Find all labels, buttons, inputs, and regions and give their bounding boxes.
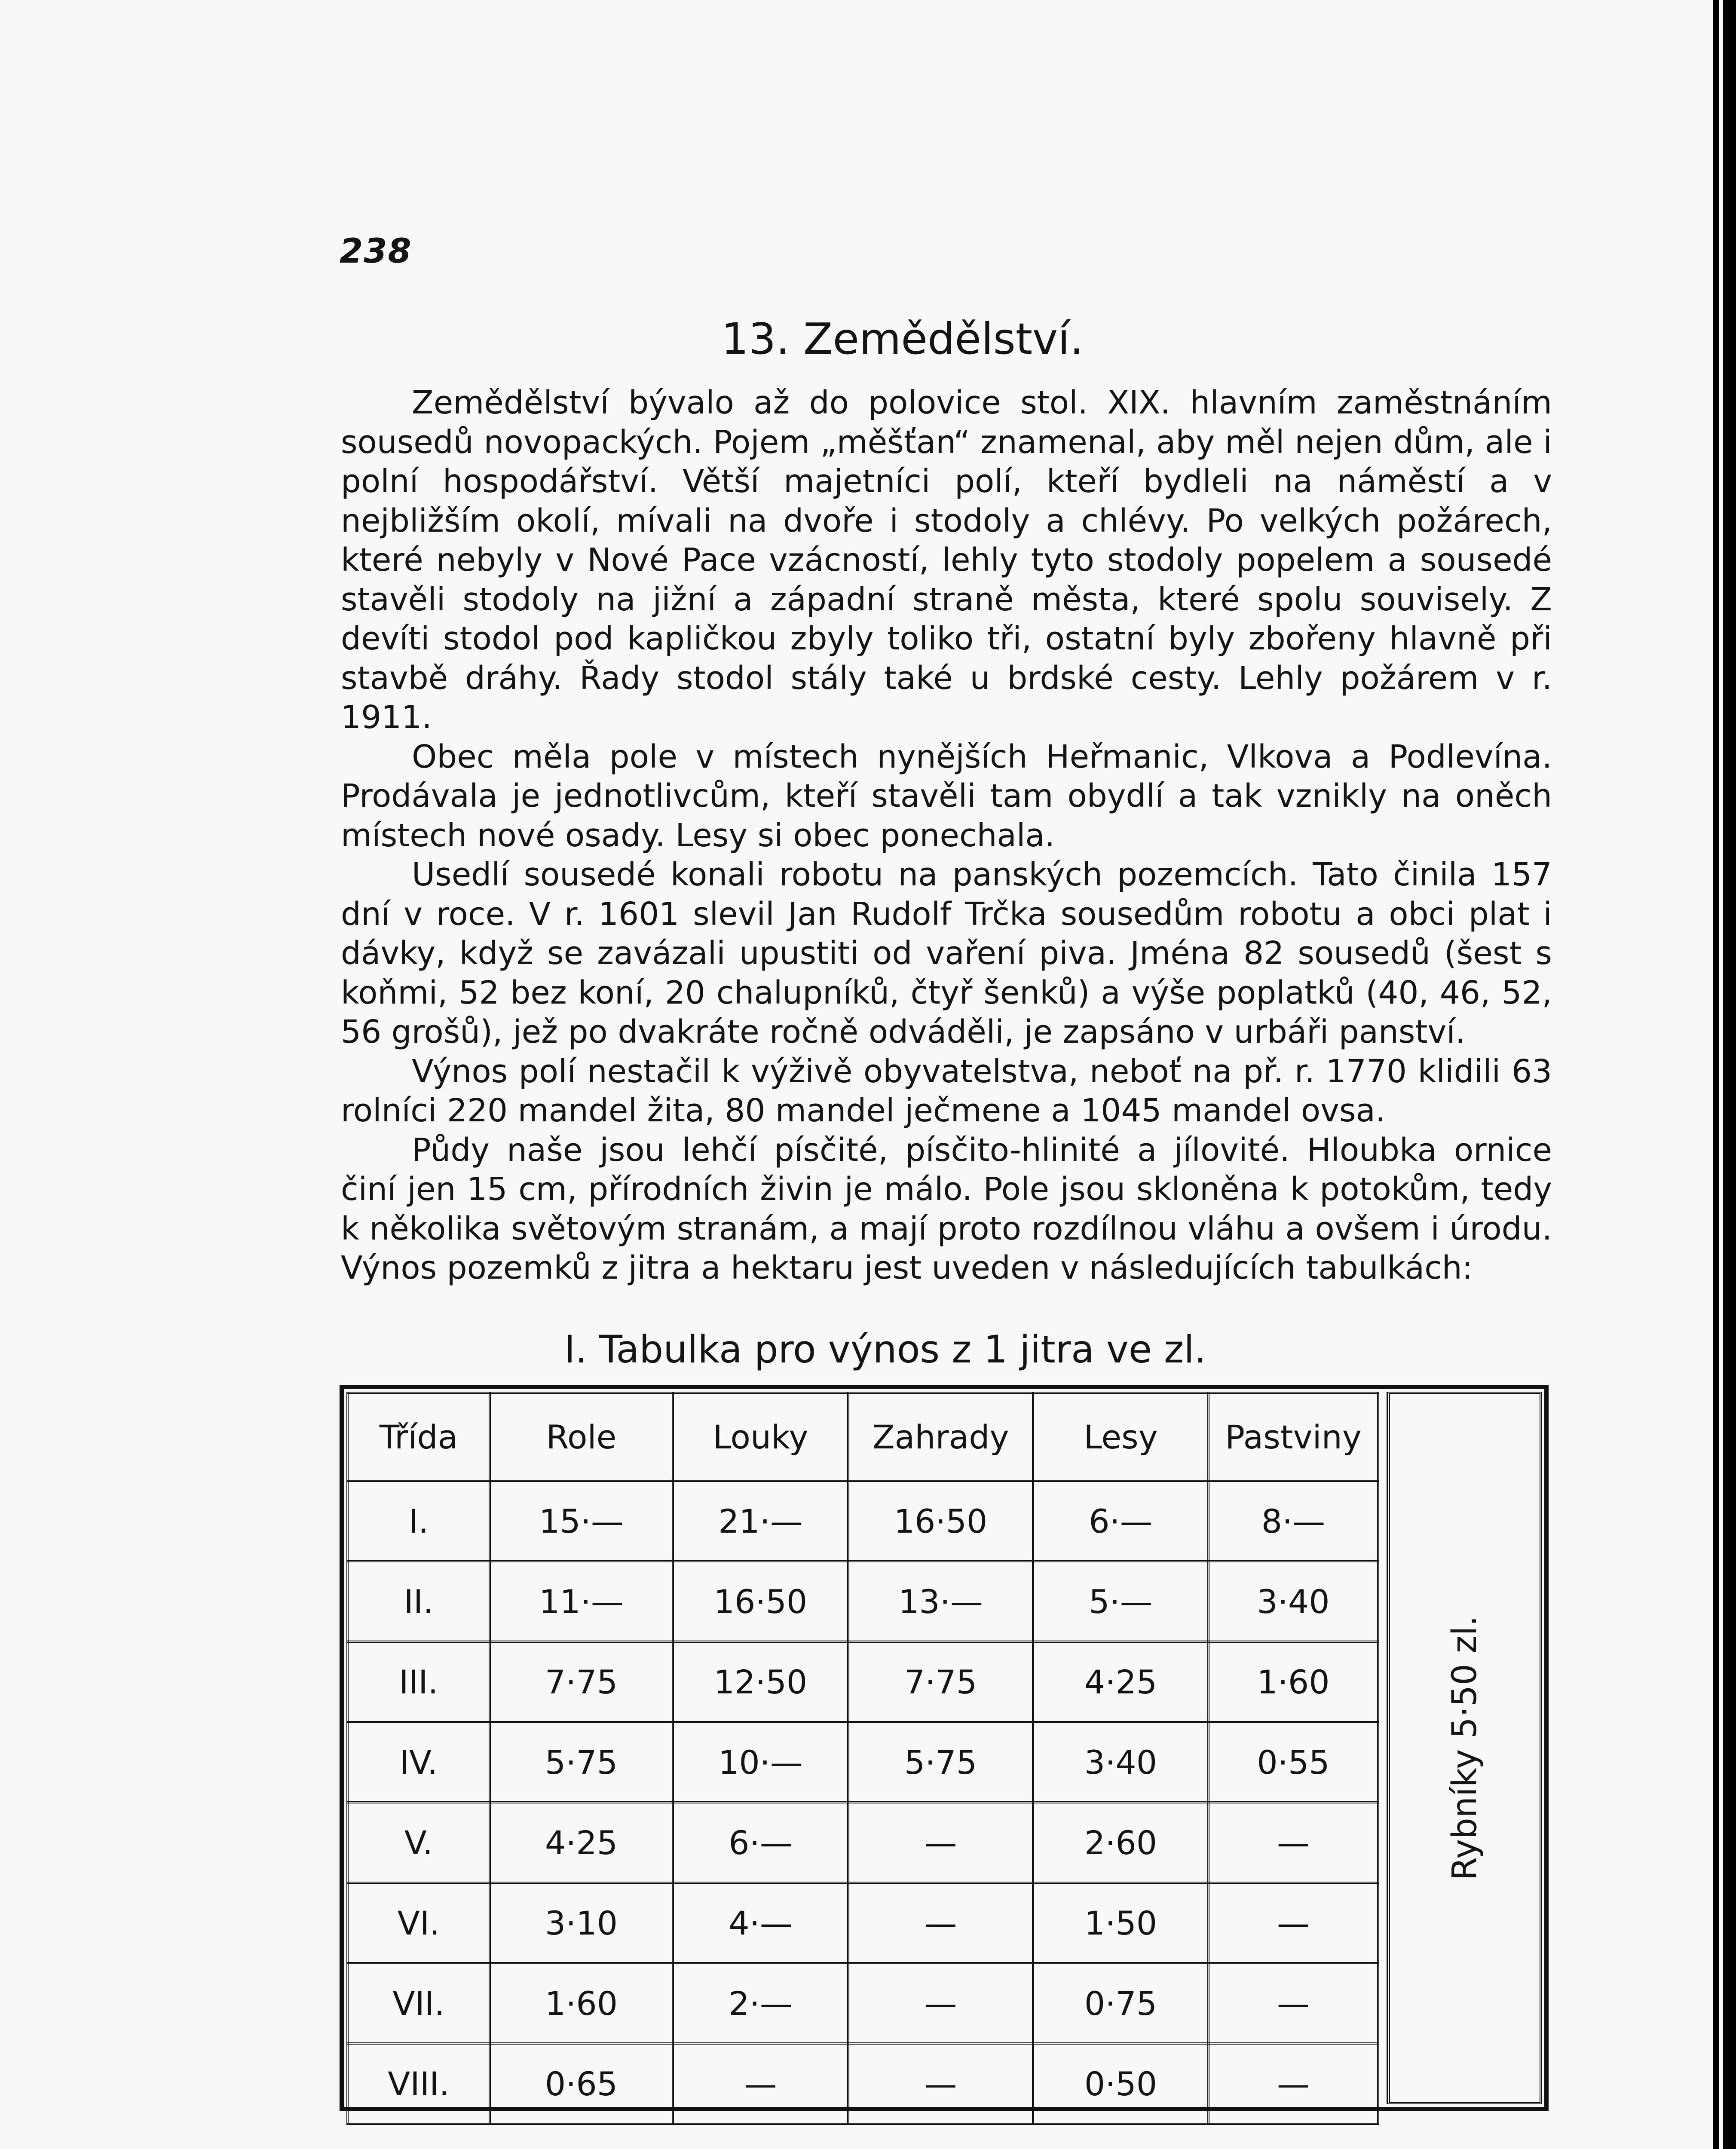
yield-table bbox=[346, 1392, 1379, 2125]
table-cell: 1·60 bbox=[1209, 1642, 1378, 1722]
text-body bbox=[341, 383, 1552, 1288]
table-cell: 13·— bbox=[848, 1561, 1033, 1642]
table-row bbox=[348, 2044, 1378, 2124]
header-cell: Louky bbox=[673, 1393, 848, 1481]
table-cell: 5·75 bbox=[490, 1722, 673, 1803]
table-cell: 3·10 bbox=[490, 1883, 673, 1963]
table-cell: — bbox=[848, 2044, 1033, 2124]
table-cell: 2·60 bbox=[1033, 1803, 1209, 1883]
table-cell: — bbox=[1209, 1883, 1378, 1963]
table-cell: 0·65 bbox=[490, 2044, 673, 2124]
table-cell: 8·— bbox=[1209, 1481, 1378, 1561]
table-cell: 0·50 bbox=[1033, 2044, 1209, 2124]
side-note: Rybníky 5·50 zl. bbox=[1445, 1616, 1484, 1880]
table-row bbox=[348, 1803, 1378, 1883]
table-cell: 0·55 bbox=[1209, 1722, 1378, 1803]
table-cell: — bbox=[848, 1803, 1033, 1883]
chapter-title: 13. Zemědělství. bbox=[721, 314, 1084, 364]
table-cell: II. bbox=[348, 1561, 490, 1642]
table-cell: 16·50 bbox=[848, 1481, 1033, 1561]
table-cell: 3·40 bbox=[1033, 1722, 1209, 1803]
table-row bbox=[348, 1722, 1378, 1803]
table-row bbox=[348, 1963, 1378, 2044]
table-cell: 7·75 bbox=[848, 1642, 1033, 1722]
table-header-row bbox=[348, 1393, 1378, 1481]
paragraph: Obec měla pole v místech nynějších Heřmanic, Vlkova a Podlevína. Prodávala je jednotlivcům, kteří stavěli tam obydlí a tak vznikly na oněch místech nové osady. Lesy si obec ponechala. bbox=[341, 738, 1552, 854]
table-cell: V. bbox=[348, 1803, 490, 1883]
page-number: 238 bbox=[340, 232, 412, 271]
table-cell: 0·75 bbox=[1033, 1963, 1209, 2044]
table-row bbox=[348, 1481, 1378, 1561]
paragraph: Výnos polí nestačil k výživě obyvatelstva, neboť na př. r. 1770 klidili 63 rolníci 220 mandel žita, 80 mandel ječmene a 1045 mandel ovsa. bbox=[341, 1053, 1552, 1129]
paragraph: Zemědělství bývalo až do polovice stol. XIX. hlavním zaměstnáním sousedů novopackých. Pojem „měšťan“ znamenal, aby měl nejen dům, ale i polní hospodářství. Větší majetníci polí, kteří bydleli na náměstí a v nejbližším okolí, mívali na dvoře i stodoly a chlévy. Po velkých požárech, které nebyly v Nové Pace vzácností, lehly tyto stodoly popelem a sousedé stavěli stodoly na jižní a západní straně města, které spolu souvisely. Z devíti stodol pod kapličkou zbyly toliko tři, ostatní byly zbořeny hlavně při stavbě dráhy. Řady stodol stály také u brdské cesty. Lehly požárem v r. 1911. bbox=[341, 384, 1552, 736]
table-cell: VII. bbox=[348, 1963, 490, 2044]
side-note-cell bbox=[1387, 1392, 1542, 2104]
table-cell: 21·— bbox=[673, 1481, 848, 1561]
table-cell: — bbox=[848, 1883, 1033, 1963]
table-cell: 4·— bbox=[673, 1883, 848, 1963]
table-cell: 6·— bbox=[1033, 1481, 1209, 1561]
table-cell: — bbox=[1209, 1963, 1378, 2044]
table-cell: 1·60 bbox=[490, 1963, 673, 2044]
table-caption: I. Tabulka pro výnos z 1 jitra ve zl. bbox=[564, 1327, 1206, 1371]
table-cell: VIII. bbox=[348, 2044, 490, 2124]
table-cell: — bbox=[673, 2044, 848, 2124]
table-cell: 3·40 bbox=[1209, 1561, 1378, 1642]
table-cell: 15·— bbox=[490, 1481, 673, 1561]
table-cell: III. bbox=[348, 1642, 490, 1722]
table-cell: — bbox=[1209, 1803, 1378, 1883]
table-cell: 7·75 bbox=[490, 1642, 673, 1722]
table-cell: 5·75 bbox=[848, 1722, 1033, 1803]
table-cell: — bbox=[848, 1963, 1033, 2044]
header-cell: Role bbox=[490, 1393, 673, 1481]
header-cell: Lesy bbox=[1033, 1393, 1209, 1481]
paragraph: Půdy naše jsou lehčí písčité, písčito-hlinité a jílovité. Hloubka ornice činí jen 15 cm, přírodních živin je málo. Pole jsou skloněna k potokům, tedy k několika světovým stranám, a mají proto rozdílnou vláhu a ovšem i úrodu. Výnos pozemků z jitra a hektaru jest uveden v následujících tabulkách: bbox=[341, 1131, 1552, 1286]
table-row bbox=[348, 1642, 1378, 1722]
table-cell: 16·50 bbox=[673, 1561, 848, 1642]
table-cell: 10·— bbox=[673, 1722, 848, 1803]
table-cell: 6·— bbox=[673, 1803, 848, 1883]
header-cell: Zahrady bbox=[848, 1393, 1033, 1481]
table-cell: 11·— bbox=[490, 1561, 673, 1642]
table-cell: VI. bbox=[348, 1883, 490, 1963]
table-cell: 12·50 bbox=[673, 1642, 848, 1722]
table-row bbox=[348, 1883, 1378, 1963]
table-cell: 4·25 bbox=[490, 1803, 673, 1883]
table-cell: IV. bbox=[348, 1722, 490, 1803]
table-cell: 2·— bbox=[673, 1963, 848, 2044]
header-cell: Pastviny bbox=[1209, 1393, 1378, 1481]
paragraph: Usedlí sousedé konali robotu na panských pozemcích. Tato činila 157 dní v roce. V r. 1601 slevil Jan Rudolf Trčka sousedům robotu a obci plat i dávky, když se zavázali upustiti od vaření piva. Jména 82 sousedů (šest s koňmi, 52 bez koní, 20 chalupníků, čtyř šenků) a výše poplatků (40, 46, 52, 56 grošů), jež po dvakráte ročně odváděli, je zapsáno v urbáři panství. bbox=[341, 856, 1552, 1050]
table-row bbox=[348, 1561, 1378, 1642]
table-cell: I. bbox=[348, 1481, 490, 1561]
header-cell: Třída bbox=[348, 1393, 490, 1481]
table-cell: — bbox=[1209, 2044, 1378, 2124]
table-cell: 5·— bbox=[1033, 1561, 1209, 1642]
table-cell: 1·50 bbox=[1033, 1883, 1209, 1963]
table-cell: 4·25 bbox=[1033, 1642, 1209, 1722]
